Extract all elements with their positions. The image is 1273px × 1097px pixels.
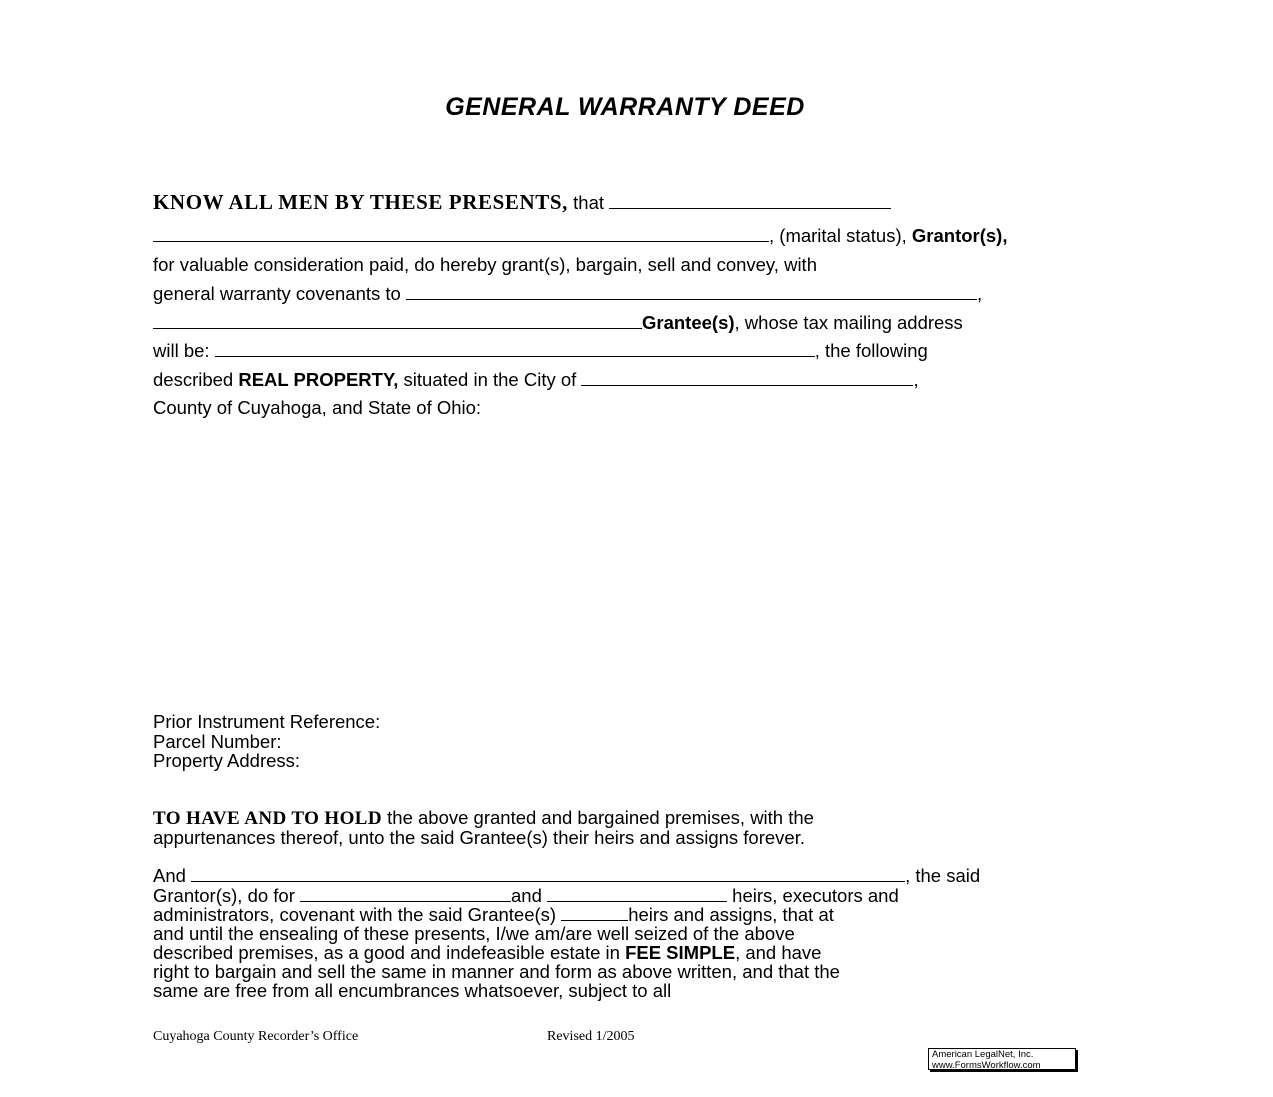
grantor-name-field-2[interactable] xyxy=(153,226,769,242)
grantors-do-for-text: Grantor(s), do for xyxy=(153,885,301,906)
county-state-line: County of Cuyahoga, and State of Ohio: xyxy=(153,397,482,418)
know-all-men-heading: KNOW ALL MEN BY THESE PRESENTS, xyxy=(153,190,568,214)
grantee-name-field-2[interactable] xyxy=(153,313,642,329)
grantee-heirs-field[interactable] xyxy=(561,905,628,921)
marital-status-text: , (marital status), xyxy=(769,225,912,246)
to-have-heading: TO HAVE AND TO HOLD xyxy=(153,808,382,829)
administrators-text: administrators, covenant with the said Grantee(s) xyxy=(153,904,562,925)
the-said-text: , the said xyxy=(905,865,981,886)
and-text: And xyxy=(153,865,192,886)
stamp-company: American LegalNet, Inc. xyxy=(932,1049,1034,1060)
described-text: described xyxy=(153,369,239,390)
described-premises-text: described premises, as a good and indefeasible estate in xyxy=(153,942,626,963)
footer-revised: Revised 1/2005 xyxy=(547,1029,635,1044)
do-for-field[interactable] xyxy=(300,886,511,902)
habendum-line2: appurtenances thereof, unto the said Grantee(s) their heirs and assigns forever. xyxy=(153,827,805,848)
habendum-line1-rest: the above granted and bargained premises, with the xyxy=(382,807,814,828)
para1-line5 xyxy=(153,312,963,334)
and-field[interactable] xyxy=(547,886,727,902)
situated-text: situated in the City of xyxy=(398,369,582,390)
heirs-executors-text: heirs, executors and xyxy=(727,885,899,906)
heirs-assigns-text: heirs and assigns, that at xyxy=(628,904,834,925)
covenant-line1 xyxy=(153,865,980,887)
will-be-text: will be: xyxy=(153,340,215,361)
and-mid-text: and xyxy=(511,885,548,906)
grantors-label: Grantor(s), xyxy=(911,225,1008,246)
para1-line6 xyxy=(153,340,928,362)
real-property-label: REAL PROPERTY, xyxy=(238,369,399,390)
covenants-text: general warranty covenants to xyxy=(153,283,406,304)
grantee-name-field[interactable] xyxy=(406,284,977,300)
grantees-label: Grantee(s) xyxy=(642,312,735,333)
comma-text: , xyxy=(976,283,983,304)
para1-line4 xyxy=(153,283,982,305)
forms-workflow-stamp xyxy=(928,1048,1076,1070)
covenant-line4: and until the ensealing of these presents, I/we am/are well seized of the above xyxy=(153,923,795,944)
para1-line2 xyxy=(153,225,1007,247)
property-address-label: Property Address: xyxy=(153,750,301,771)
covenant-grantor-field[interactable] xyxy=(191,866,905,882)
tax-address-text: , whose tax mailing address xyxy=(734,312,963,333)
para1-line1 xyxy=(153,190,891,215)
prior-instrument-label: Prior Instrument Reference: xyxy=(153,711,381,732)
footer-office: Cuyahoga County Recorder’s Office xyxy=(153,1029,359,1044)
following-text: , the following xyxy=(814,340,928,361)
parcel-number-label: Parcel Number: xyxy=(153,731,282,752)
covenant-line7: same are free from all encumbrances whatsoever, subject to all xyxy=(153,980,672,1001)
covenant-line6: right to bargain and sell the same in manner and form as above written, and that the xyxy=(153,961,840,982)
para1-line3: for valuable consideration paid, do hereby grant(s), bargain, sell and convey, with xyxy=(153,254,817,275)
fee-simple-label: FEE SIMPLE xyxy=(625,942,736,963)
tax-mailing-address-field[interactable] xyxy=(215,341,815,357)
page-title: GENERAL WARRANTY DEED xyxy=(445,93,805,121)
that-text: that xyxy=(568,192,610,213)
city-field[interactable] xyxy=(581,370,913,386)
para1-line7 xyxy=(153,369,919,391)
comma-text-2: , xyxy=(913,369,919,390)
stamp-url: www.FormsWorkflow.com xyxy=(932,1059,1041,1071)
grantor-name-field[interactable] xyxy=(609,193,891,209)
and-have-text: , and have xyxy=(735,942,822,963)
